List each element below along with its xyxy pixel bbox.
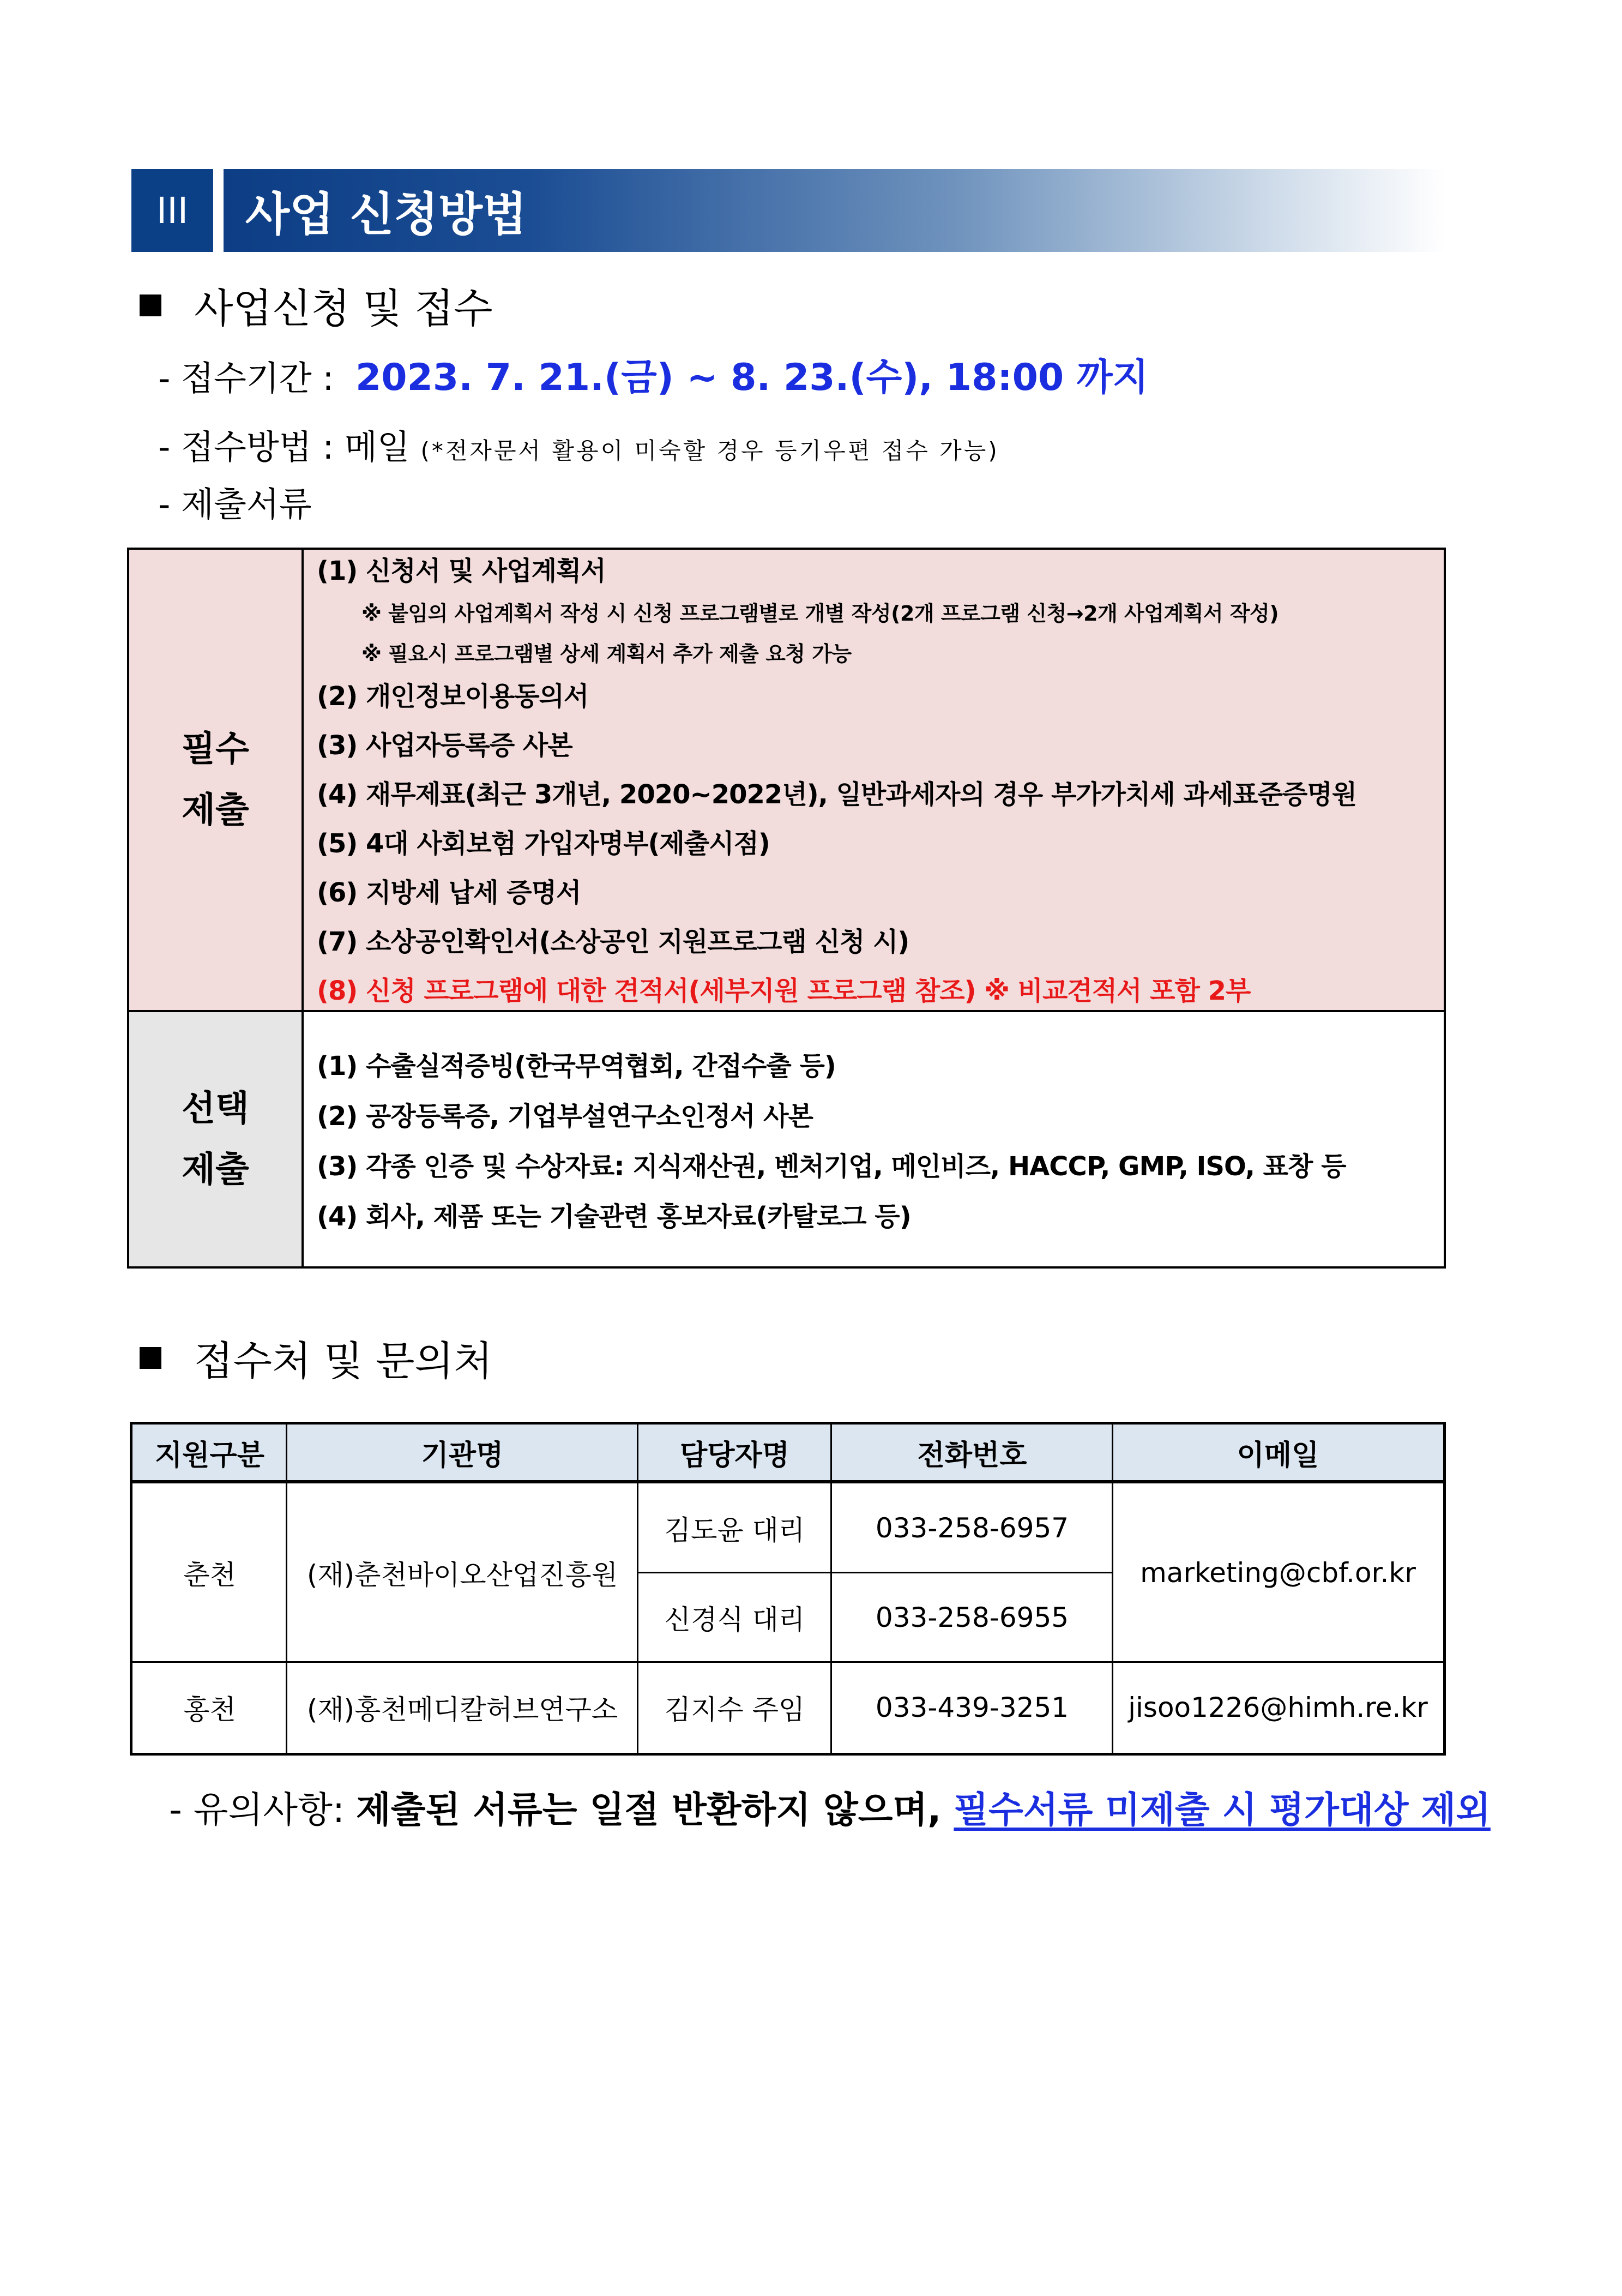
row-email[interactable]: marketing@cbf.or.kr xyxy=(1140,1557,1416,1589)
required-item: (2) 개인정보이용동의서 xyxy=(317,681,589,712)
square-bullet-icon xyxy=(140,1347,161,1369)
optional-item: (3) 각종 인증 및 수상자료: 지식재산권, 벤처기업, 메인비즈, HACCP, GMP, ISO, 표창 등 xyxy=(317,1151,1346,1182)
header-region: 지원구분 xyxy=(132,1425,287,1480)
row-person: 김지수 주임 xyxy=(664,1694,805,1726)
optional-item: (1) 수출실적증빙(한국무역협회, 간접수출 등) xyxy=(317,1051,836,1081)
row-region: 춘천 xyxy=(183,1559,236,1591)
row-phone: 033-258-6957 xyxy=(875,1512,1069,1544)
method-note: (*전자문서 활용이 미숙할 경우 등기우편 접수 가능) xyxy=(420,437,999,464)
application-heading xyxy=(130,278,492,333)
required-label-line1: 필수 xyxy=(182,729,249,770)
row-org: (재)춘천바이오산업진흥원 xyxy=(306,1559,618,1591)
required-item: (4) 재무제표(최근 3개년, 2020~2022년), 일반과세자의 경우 부가가치세 과세표준증명원 xyxy=(317,779,1357,810)
documents-table xyxy=(127,548,1446,1269)
column-divider xyxy=(637,1425,638,1753)
optional-label-line1: 선택 xyxy=(182,1089,249,1129)
header-divider xyxy=(132,1480,1443,1483)
period-label: - 접수기간 : xyxy=(158,358,345,398)
caution-bold-text: 제출된 서류는 일절 반환하지 않으며, xyxy=(356,1789,954,1831)
optional-item: (4) 회사, 제품 또는 기술관련 홍보자료(카탈로그 등) xyxy=(317,1201,911,1232)
caution-note xyxy=(169,1781,1491,1832)
optional-label-line2: 제출 xyxy=(182,1150,249,1190)
header-org: 기관명 xyxy=(287,1425,638,1480)
application-heading-text: 사업신청 및 접수 xyxy=(194,285,493,332)
row-region: 홍천 xyxy=(183,1694,236,1726)
row-org: (재)홍천메디칼허브연구소 xyxy=(306,1694,618,1726)
required-item-highlight: (8) 신청 프로그램에 대한 견적서(세부지원 프로그램 참조) ※ 비교견적서 포함 2부 xyxy=(317,976,1251,1006)
required-item-note: ※ 붙임의 사업계획서 작성 시 신청 프로그램별로 개별 작성(2개 프로그램 신청→2개 사업계획서 작성) xyxy=(361,602,1279,626)
optional-item: (2) 공장등록증, 기업부설연구소인정서 사본 xyxy=(317,1101,813,1132)
documents-label: - 제출서류 xyxy=(158,484,312,524)
required-item: (1) 신청서 및 사업계획서 xyxy=(317,556,606,586)
column-divider xyxy=(286,1425,287,1753)
period-value: 2023. 7. 21.(금) ~ 8. 23.(수), 18:00 까지 xyxy=(355,356,1149,399)
section-number: III xyxy=(131,169,213,252)
header-person: 담당자명 xyxy=(638,1425,831,1480)
square-bullet-icon xyxy=(140,294,161,316)
sub-row-divider xyxy=(638,1572,1113,1573)
required-item: (5) 4대 사회보험 가입자명부(제출시점) xyxy=(317,828,770,859)
column-divider xyxy=(830,1425,832,1753)
optional-documents-row xyxy=(129,1012,1444,1266)
required-label-line2: 제출 xyxy=(182,790,249,831)
period-line xyxy=(158,348,1148,401)
required-documents-row xyxy=(129,550,1444,1012)
row-person: 김도윤 대리 xyxy=(664,1514,805,1546)
caution-label: - 유의사항: xyxy=(169,1789,357,1831)
contact-heading xyxy=(130,1331,492,1385)
required-label xyxy=(129,550,304,1010)
optional-label xyxy=(129,1012,304,1266)
row-divider xyxy=(132,1661,1443,1663)
method-line xyxy=(158,420,999,468)
contact-heading-text: 접수처 및 문의처 xyxy=(194,1338,493,1385)
required-item: (3) 사업자등록증 사본 xyxy=(317,730,572,761)
required-item: (6) 지방세 납세 증명서 xyxy=(317,877,581,908)
method-label: - 접수방법 : 메일 xyxy=(158,427,421,467)
section-title: 사업 신청방법 xyxy=(224,169,1445,252)
contact-table xyxy=(130,1422,1446,1756)
row-email[interactable]: jisoo1226@himh.re.kr xyxy=(1128,1692,1428,1723)
required-item-note: ※ 필요시 프로그램별 상세 계획서 추가 제출 요청 가능 xyxy=(361,642,852,666)
row-person: 신경식 대리 xyxy=(664,1604,805,1636)
column-divider xyxy=(1112,1425,1113,1753)
header-email: 이메일 xyxy=(1113,1425,1443,1480)
required-item: (7) 소상공인확인서(소상공인 지원프로그램 신청 시) xyxy=(317,927,909,957)
header-phone: 전화번호 xyxy=(831,1425,1113,1480)
row-phone: 033-258-6955 xyxy=(875,1602,1069,1633)
row-phone: 033-439-3251 xyxy=(875,1692,1069,1723)
caution-emphasis: 필수서류 미제출 시 평가대상 제외 xyxy=(954,1789,1491,1831)
